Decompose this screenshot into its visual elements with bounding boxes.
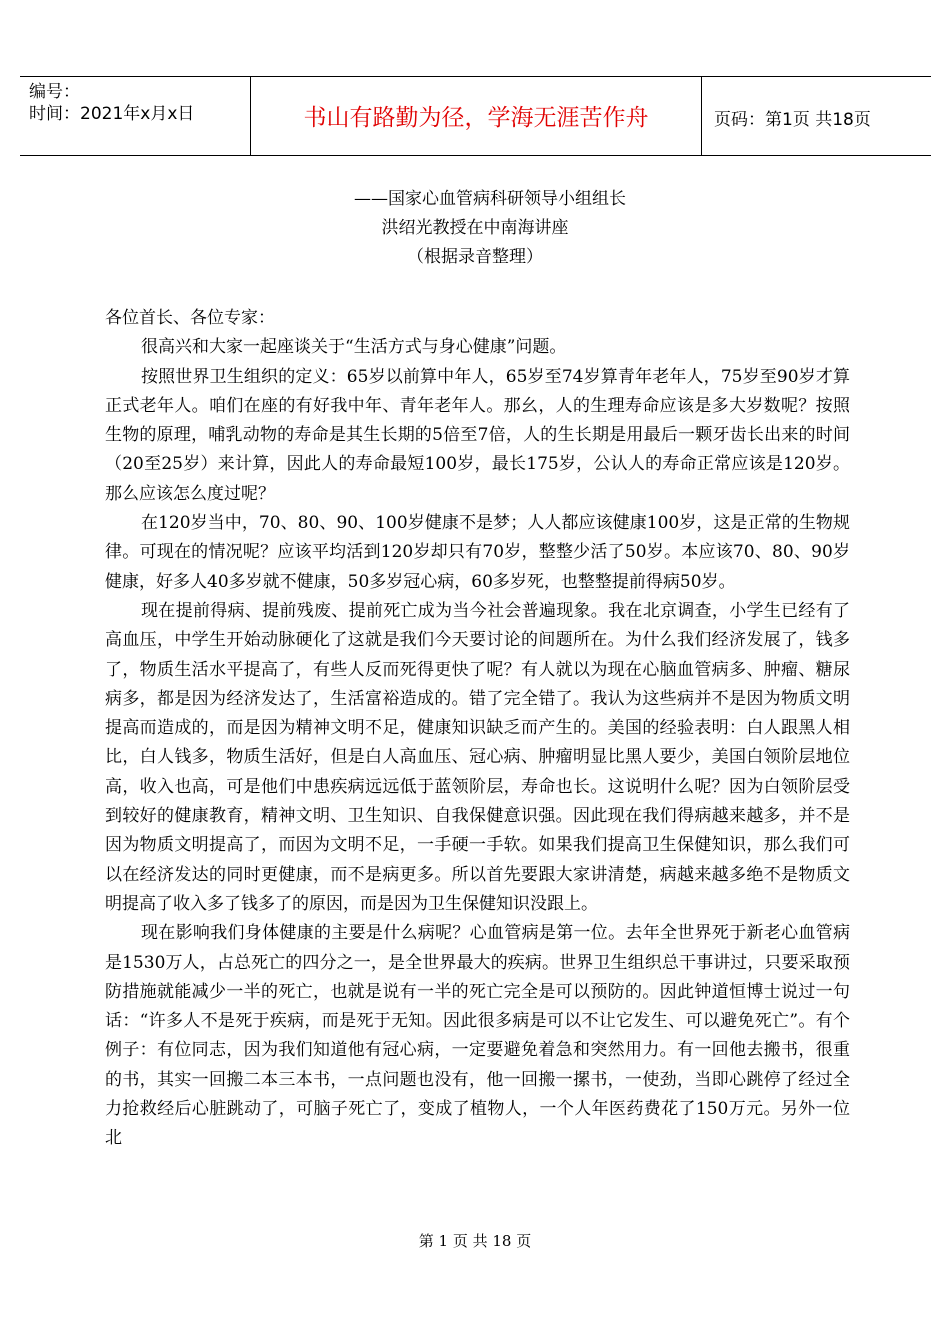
paragraph: 现在影响我们身体健康的主要是什么病呢？心血管病是第一位。去年全世界死于新老心血管病是1530万人，占总死亡的四分之一，是全世界最大的疾病。世界卫生组织总干事讲过，只要采取预防措施就能减少一半的死亡，也就是说有一半的死亡完全是可以预防的。因此钟道恒博士说过一句话：“许多人不是死于疾病，而是死于无知。因此很多病是可以不让它发生、可以避免死亡”。有个例子：有位同志，因为我们知道他有冠心病，一定要避免着急和突然用力。有一回他去搬书，很重的书，其实一回搬二本三本书，一点问题也没有，他一回搬一摞书，一使劲，当即心跳停了经过全力抢救经后心脏跳动了，可脑子死亡了，变成了植物人，一个人年医药费花了150万元。另外一位北 [105, 923, 850, 1149]
paragraph: 很高兴和大家一起座谈关于“生活方式与身心健康”问题。 [141, 337, 567, 358]
lecture-title [0, 185, 950, 272]
header-page-cell [702, 77, 931, 155]
motto-text: 书山有路勤为径，学海无涯苦作舟 [303, 105, 649, 131]
paragraph: 现在提前得病、提前残废、提前死亡成为当今社会普遍现象。我在北京调查，小学生已经有了高血压，中学生开始动脉硬化了这就是我们今天要讨论的间题所在。为什么我们经济发展了，钱多了，物质生活水平提高了，有些人反而死得更快了呢？有人就以为现在心脑血管病多、肿瘤、糖尿病多，都是因为经济发达了，生活富裕造成的。错了完全错了。我认为这些病并不是因为物质文明提高而造成的，而是因为精神文明不足，健康知识缺乏而产生的。美国的经验表明：白人跟黑人相比，白人钱多，物质生活好，但是白人高血压、冠心病、肿瘤明显比黑人要少，美国白领阶层地位高，收入也高，可是他们中患疾病远远低于蓝领阶层，寿命也长。这说明什么呢？因为白领阶层受到较好的健康教育，精神文明、卫生知识、自我保健意识强。因此现在我们得病越来越多，并不是因为物质文明提高了，而因为文明不足，一手硬一手软。如果我们提高卫生保健知识，那么我们可以在经济发达的同时更健康，而不是病更多。所以首先要跟大家讲清楚，病越来越多绝不是物质文明提高了收入多了钱多了的原因，而是因为卫生保健知识没跟上。 [105, 600, 850, 914]
title-line-3: （根据录音整理） [407, 247, 543, 267]
title-line-2: 洪绍光教授在中南海讲座 [381, 218, 569, 238]
number-label: 编号： [29, 82, 80, 102]
header-motto-cell [251, 77, 702, 155]
salutation: 各位首长、各位专家： [105, 308, 275, 328]
paragraph: 按照世界卫生组织的定义：65岁以前算中年人，65岁至74岁算青年老年人，75岁至90岁才算正式老年人。咱们在座的有好我中年、青年老年人。那幺，人的生理寿命应该是多大岁数呢？按照生物的原理，哺乳动物的寿命是其生长期的5倍至7倍，人的生长期是用最后一颗牙齿长出来的时间（20至25岁）来计算，因此人的寿命最短100岁，最长175岁，公认人的寿命正常应该是120岁。那么应该怎么度过呢？ [105, 366, 850, 504]
header-table [20, 76, 931, 156]
title-line-1: ——国家心血管病科研领导小组组长 [354, 189, 626, 209]
page-info: 页码：第1页 共18页 [714, 110, 871, 130]
time-label: 时间：2021年x月x日 [29, 104, 195, 124]
page-footer: 第 1 页 共 18 页 [418, 1232, 532, 1250]
header-info-cell [20, 77, 251, 155]
paragraph: 在120岁当中，70、80、90、100岁健康不是梦；人人都应该健康100岁，这是正常的生物规律。可现在的情况呢？应该平均活到120岁却只有70岁，整整少活了50岁。本应该70、80、90岁健康，好多人40多岁就不健康，50多岁冠心病，60多岁死，也整整提前得病50岁。 [105, 513, 850, 592]
document-body [105, 304, 850, 1154]
